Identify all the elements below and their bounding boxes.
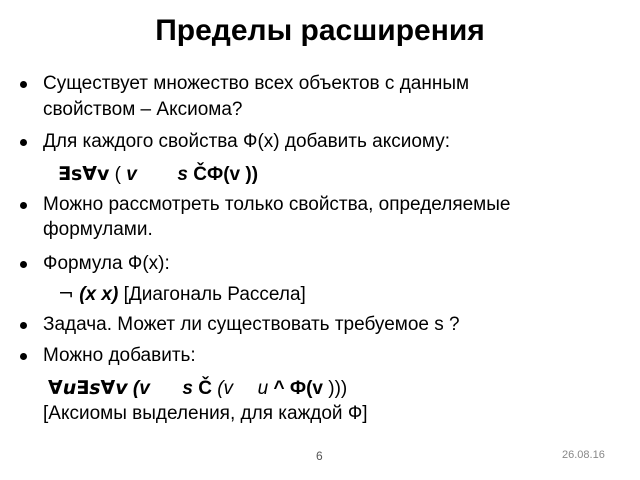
formula-part: u <box>257 378 269 399</box>
bullet-text: Существует множество всех объектов с данным <box>43 73 470 94</box>
formula-part: ∀v <box>82 163 110 185</box>
bullet-marker <box>20 81 27 88</box>
formula-part: Č <box>193 164 208 185</box>
bullet-text: Можно добавить: <box>43 345 196 366</box>
formula-part: (x <box>79 284 97 305</box>
page-number: 6 <box>316 449 323 463</box>
bullet-marker <box>20 322 27 329</box>
bullet-text-continuation: формулами. <box>43 219 153 240</box>
formula-caption: [Аксиомы выделения, для каждой Ф] <box>43 403 368 424</box>
formula-part: Ф(v <box>289 378 323 399</box>
formula-part: ¬ <box>58 283 74 305</box>
formula-part: (v <box>132 378 150 399</box>
bullet-text: Можно рассмотреть только свойства, определяемые <box>43 194 511 215</box>
slide-date: 26.08.16 <box>562 449 605 461</box>
formula-part: s <box>182 378 193 399</box>
formula-caption: [Диагональ Рассела] <box>123 284 306 305</box>
bullet-text: Формула Ф(x): <box>43 253 170 274</box>
slide-title: Пределы расширения <box>155 14 485 47</box>
formula-part: s <box>177 164 188 185</box>
formula-part: Č <box>198 378 212 399</box>
formula-axiom <box>58 163 258 186</box>
formula-part: (v <box>217 378 234 399</box>
bullet-text-continuation: свойством – Аксиома? <box>43 99 243 120</box>
bullet-marker <box>20 139 27 146</box>
formula-part: ( <box>114 164 121 185</box>
bullet-marker <box>20 353 27 360</box>
formula-part: ∃s <box>58 163 83 185</box>
formula-russell <box>58 283 306 306</box>
formula-part: ∀u∃s∀v <box>48 377 128 399</box>
bullet-text: Для каждого свойства Ф(x) добавить аксиому: <box>43 131 450 152</box>
formula-separation <box>48 377 347 400</box>
bullet-text: Задача. Может ли существовать требуемое s ? <box>43 314 460 335</box>
formula-part: x) <box>101 284 119 305</box>
formula-part: v <box>126 164 137 185</box>
bullet-marker <box>20 261 27 268</box>
formula-part: ^ <box>273 378 285 399</box>
bullet-marker <box>20 202 27 209</box>
formula-part: ))) <box>328 378 348 399</box>
formula-part: Ф(v )) <box>207 164 259 185</box>
